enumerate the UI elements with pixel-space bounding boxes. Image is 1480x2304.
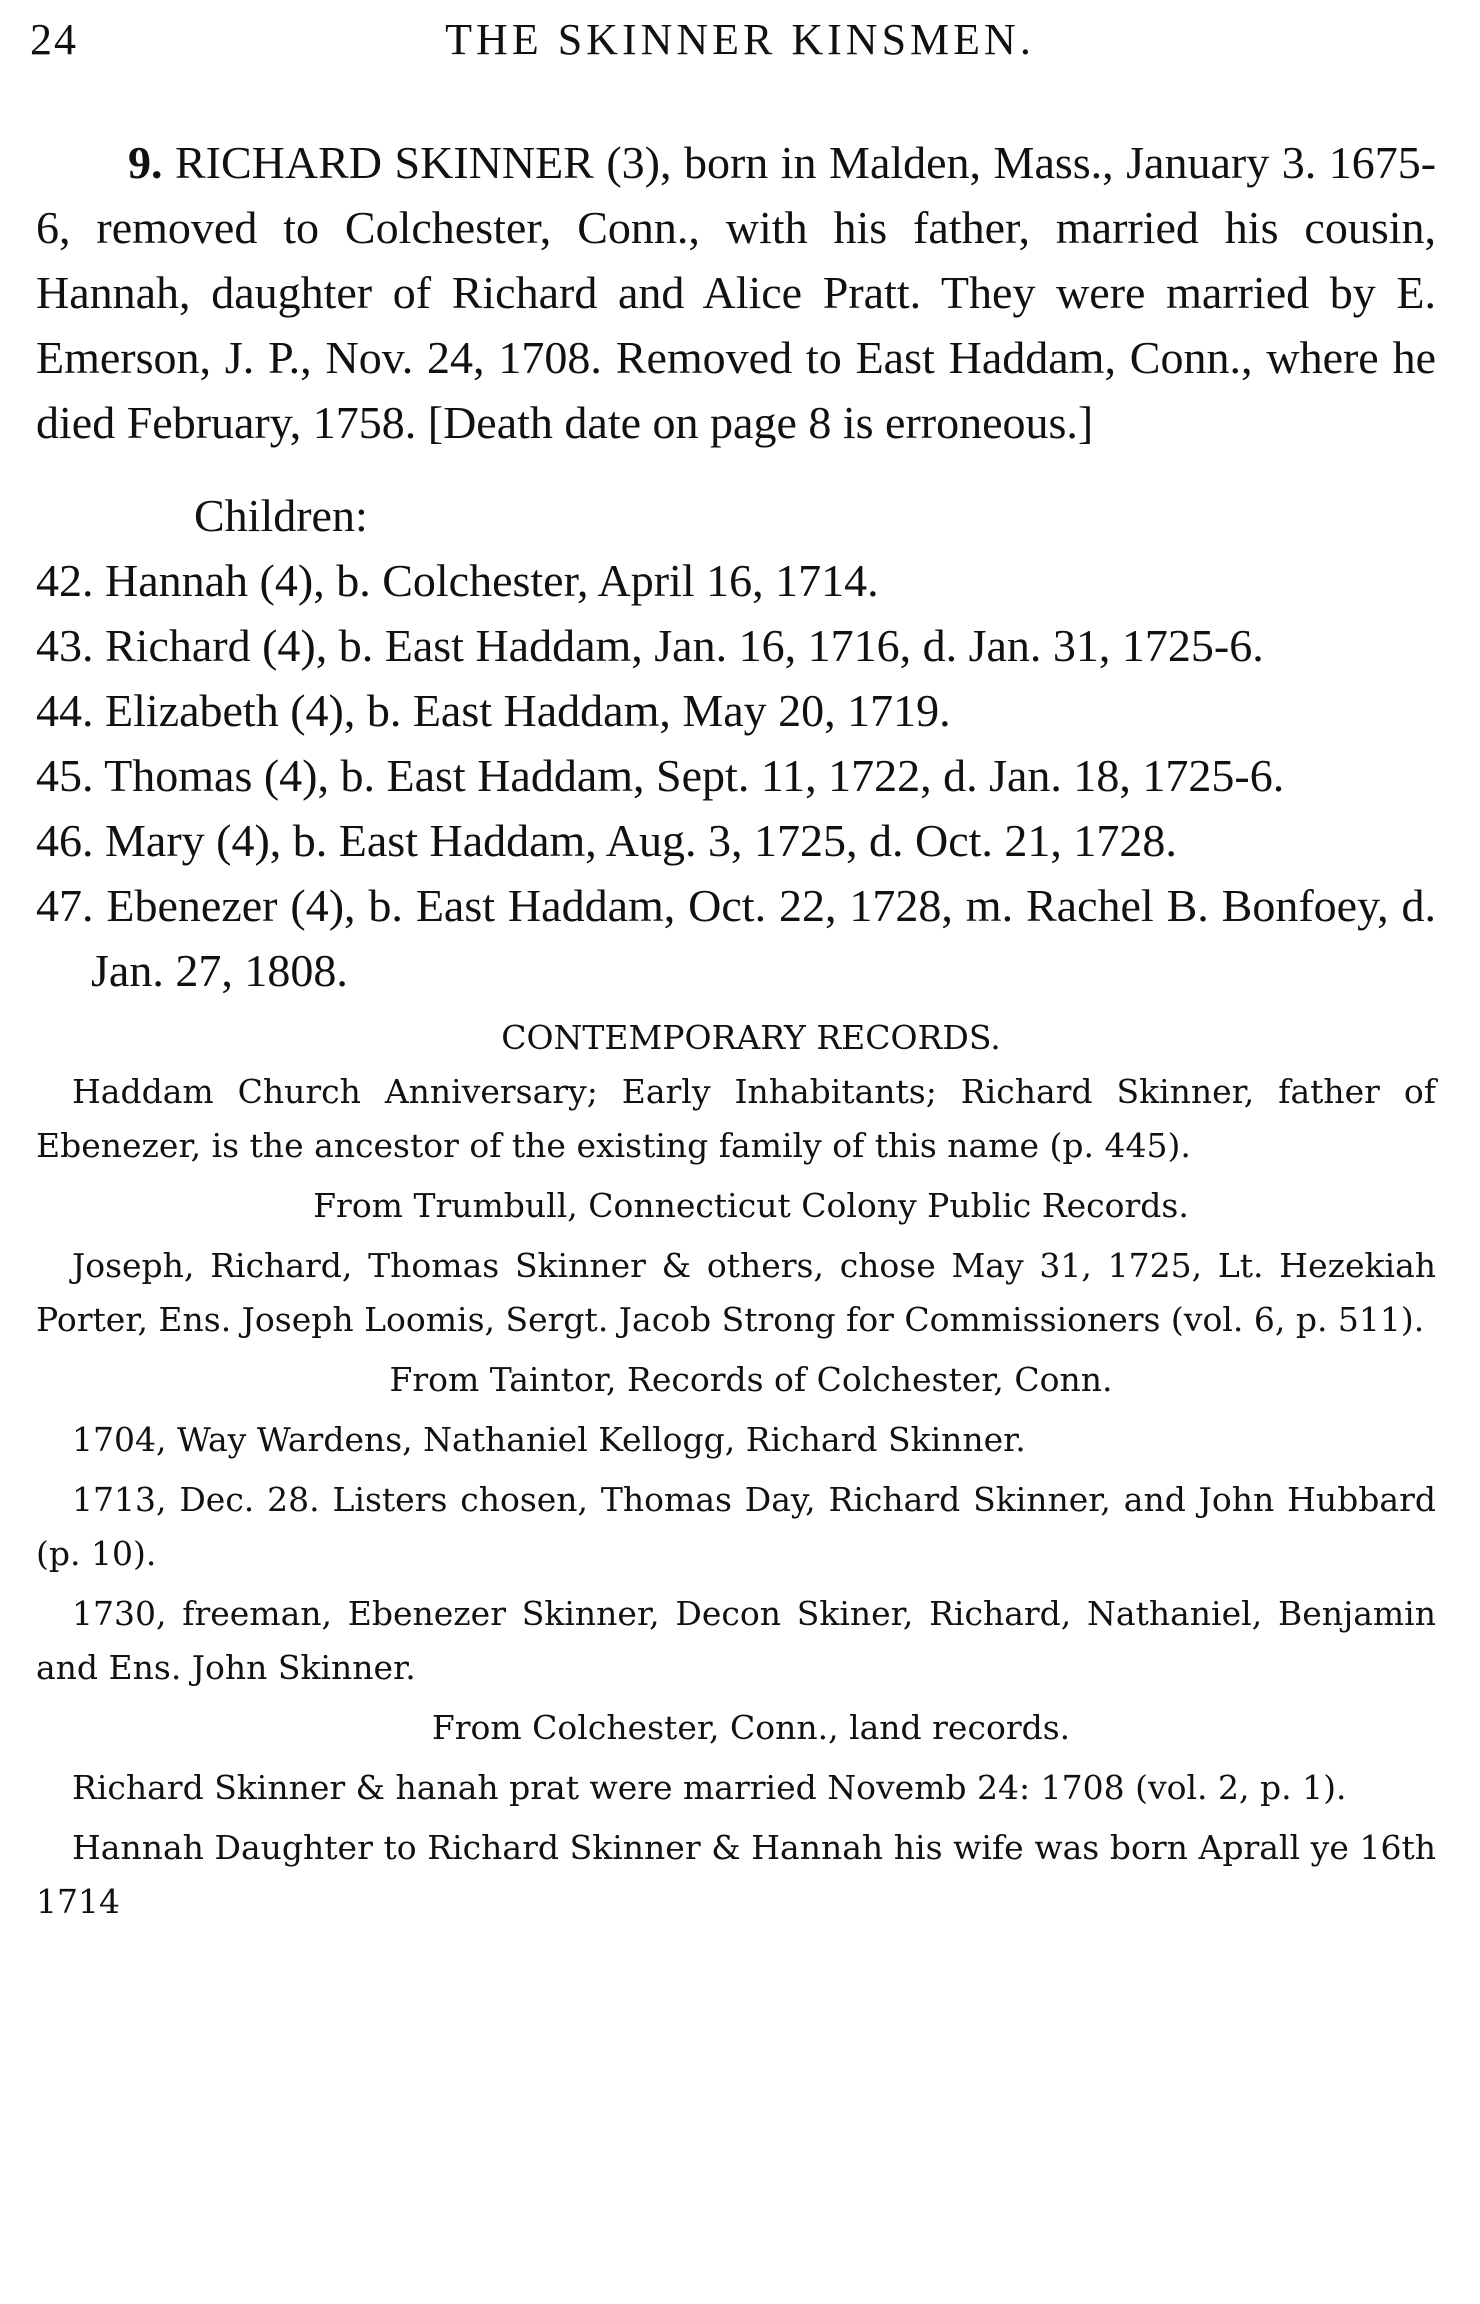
child-item: 44. Elizabeth (4), b. East Haddam, May 20, 1719. [36, 685, 951, 736]
record-haddam: Haddam Church Anniversary; Early Inhabitants; Richard Skinner, father of Ebenezer, is the ancestor of the existing family of this name (p. 445). [36, 1072, 1436, 1165]
page-number: 24 [30, 15, 78, 64]
genealogy-entry [36, 130, 1436, 455]
children-list [36, 548, 1436, 1003]
child-item: 42. Hannah (4), b. Colchester, April 16, 1714. [36, 555, 879, 606]
entry-number: 9. [128, 137, 163, 188]
page-header [30, 14, 1450, 74]
taintor-heading: From Taintor, Records of Colchester, Conn. [389, 1360, 1113, 1399]
contemporary-records [36, 1011, 1436, 1929]
record-taintor: 1704, Way Wardens, Nathaniel Kellogg, Richard Skinner. [72, 1420, 1026, 1459]
records-heading: CONTEMPORARY RECORDS. [501, 1018, 1001, 1057]
child-item: 46. Mary (4), b. East Haddam, Aug. 3, 1725, d. Oct. 21, 1728. [36, 815, 1177, 866]
record-taintor: 1713, Dec. 28. Listers chosen, Thomas Day, Richard Skinner, and John Hubbard (p. 10). [36, 1480, 1436, 1573]
child-item: 45. Thomas (4), b. East Haddam, Sept. 11, 1722, d. Jan. 18, 1725-6. [36, 750, 1285, 801]
land-records-heading: From Colchester, Conn., land records. [431, 1708, 1071, 1747]
record-trumbull: Joseph, Richard, Thomas Skinner & others, chose May 31, 1725, Lt. Hezekiah Porter, Ens. Joseph Loomis, Sergt. Jacob Strong for Commissioners (vol. 6, p. 511). [36, 1246, 1436, 1339]
record-land: Hannah Daughter to Richard Skinner & Hannah his wife was born Aprall ye 16th 1714 [36, 1828, 1436, 1921]
child-item: 43. Richard (4), b. East Haddam, Jan. 16, 1716, d. Jan. 31, 1725-6. [36, 620, 1264, 671]
child-item: 47. Ebenezer (4), b. East Haddam, Oct. 22, 1728, m. Rachel B. Bonfoey, d. Jan. 27, 1808. [36, 880, 1436, 996]
record-taintor: 1730, freeman, Ebenezer Skinner, Decon Skiner, Richard, Nathaniel, Benjamin and Ens. John Skinner. [36, 1594, 1436, 1687]
children-heading: Children: [194, 490, 368, 541]
running-title: THE SKINNER KINSMEN. [445, 15, 1035, 64]
record-land: Richard Skinner & hanah prat were married Novemb 24: 1708 (vol. 2, p. 1). [72, 1768, 1347, 1807]
trumbull-heading: From Trumbull, Connecticut Colony Public Records. [313, 1186, 1189, 1225]
main-content [36, 130, 1436, 1935]
entry-text: RICHARD SKINNER (3), born in Malden, Mass., January 3. 1675-6, removed to Colchester, Conn., with his father, married his cousin, Hannah, daughter of Richard and Alice Pratt. They were married by E. Emerson, J. P., Nov. 24, 1708. Removed to East Haddam, Conn., where he died February, 1758. [Death date on page 8 is erroneous.] [36, 137, 1437, 448]
